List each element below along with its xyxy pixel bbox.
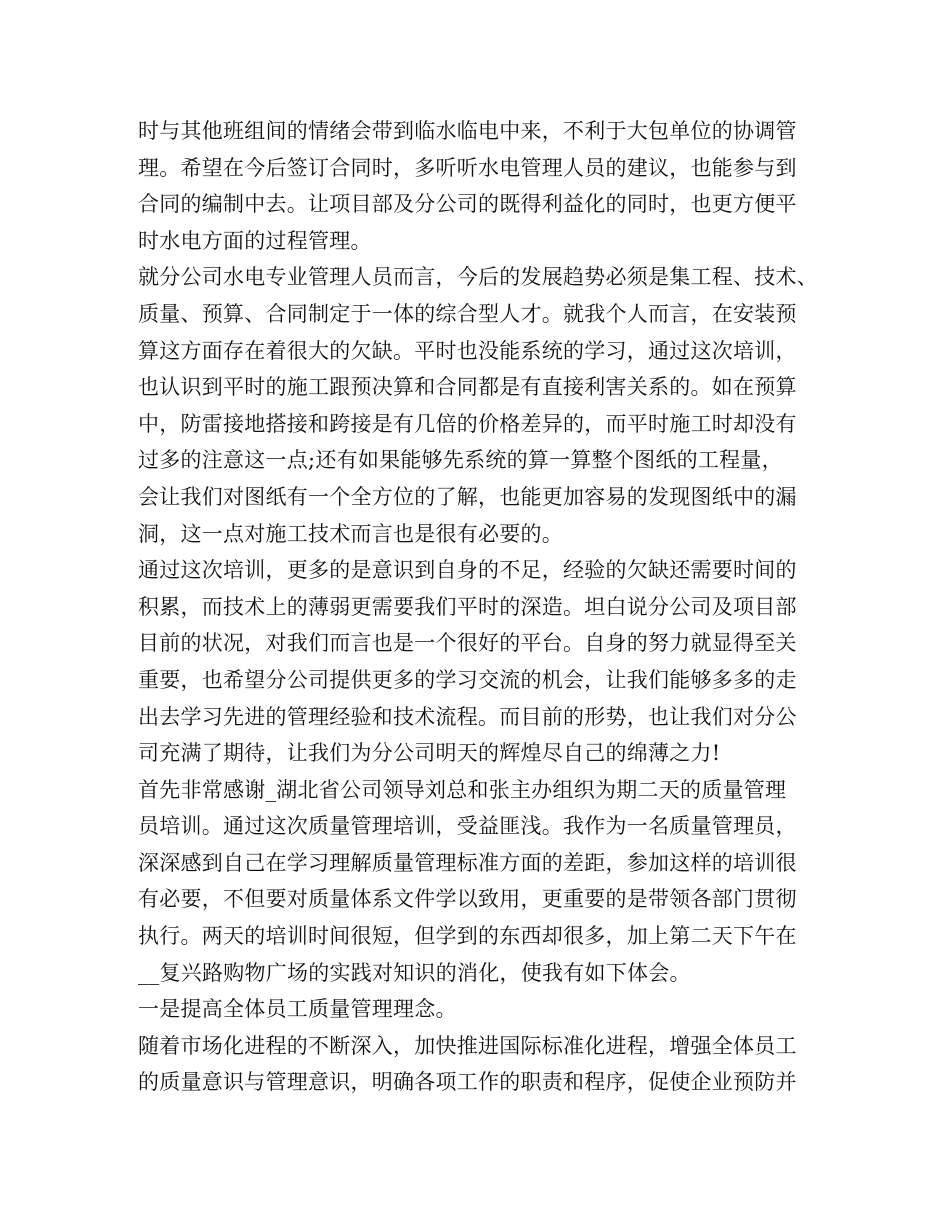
text-line: 过多的注意这一点;还有如果能够先系统的算一算整个图纸的工程量， (138, 448, 783, 473)
text-line: 有必要，不但要对质量体系文件学以致用，更重要的是带领各部门贯彻 (138, 887, 797, 912)
text-line: 出去学习先进的管理经验和技术流程。而目前的形势，也让我们对分公 (138, 704, 797, 729)
text-line: 首先非常感谢_湖北省公司领导刘总和张主办组织为期二天的质量管理 (138, 777, 787, 802)
text-line: 执行。两天的培训时间很短，但学到的东西却很多，加上第二天下午在 (138, 924, 797, 949)
text-line: 质量、预算、合同制定于一体的综合型人才。就我个人而言，在安装预 (138, 301, 797, 326)
text-line: 通过这次培训，更多的是意识到自身的不足，经验的欠缺还需要时间的 (138, 558, 797, 583)
text-line: 司充满了期待，让我们为分公司明天的辉煌尽自己的绵薄之力! (138, 741, 721, 766)
text-line: 中，防雷接地搭接和跨接是有几倍的价格差异的，而平时施工时却没有 (138, 411, 797, 436)
text-line: 就分公司水电专业管理人员而言，今后的发展趋势必须是集工程、技术、 (138, 265, 818, 290)
text-line: 合同的编制中去。让项目部及分公司的既得利益化的同时，也更方便平 (138, 192, 797, 217)
text-line: 洞，这一点对施工技术而言也是很有必要的。 (138, 521, 563, 546)
text-line: 理。希望在今后签订合同时，多听听水电管理人员的建议，也能参与到 (138, 155, 797, 180)
text-line: 也认识到平时的施工跟预决算和合同都是有直接利害关系的。如在预算 (138, 375, 797, 400)
text-line: 会让我们对图纸有一个全方位的了解，也能更加容易的发现图纸中的漏 (138, 484, 797, 509)
text-line: __复兴路购物广场的实践对知识的消化，使我有如下体会。 (138, 960, 691, 985)
text-line: 时水电方面的过程管理。 (138, 228, 372, 253)
text-line: 算这方面存在着很大的欠缺。平时也没能系统的学习，通过这次培训， (138, 338, 797, 363)
text-line: 随着市场化进程的不断深入，加快推进国际标准化进程，增强全体员工 (138, 1033, 797, 1058)
text-line: 员培训。通过这次质量管理培训，受益匪浅。我作为一名质量管理员， (138, 814, 797, 839)
text-line: 深深感到自己在学习理解质量管理标准方面的差距，参加这样的培训很 (138, 850, 797, 875)
document-body (138, 113, 818, 1101)
text-line: 的质量意识与管理意识，明确各项工作的职责和程序，促使企业预防并 (138, 1070, 797, 1095)
text-line: 一是提高全体员工质量管理理念。 (138, 997, 457, 1022)
text-line: 重要，也希望分公司提供更多的学习交流的机会，让我们能够多多的走 (138, 667, 797, 692)
text-line: 时与其他班组间的情绪会带到临水临电中来，不利于大包单位的协调管 (138, 119, 797, 143)
text-line: 积累，而技术上的薄弱更需要我们平时的深造。坦白说分公司及项目部 (138, 594, 797, 619)
text-line: 目前的状况，对我们而言也是一个很好的平台。自身的努力就显得至关 (138, 631, 797, 656)
